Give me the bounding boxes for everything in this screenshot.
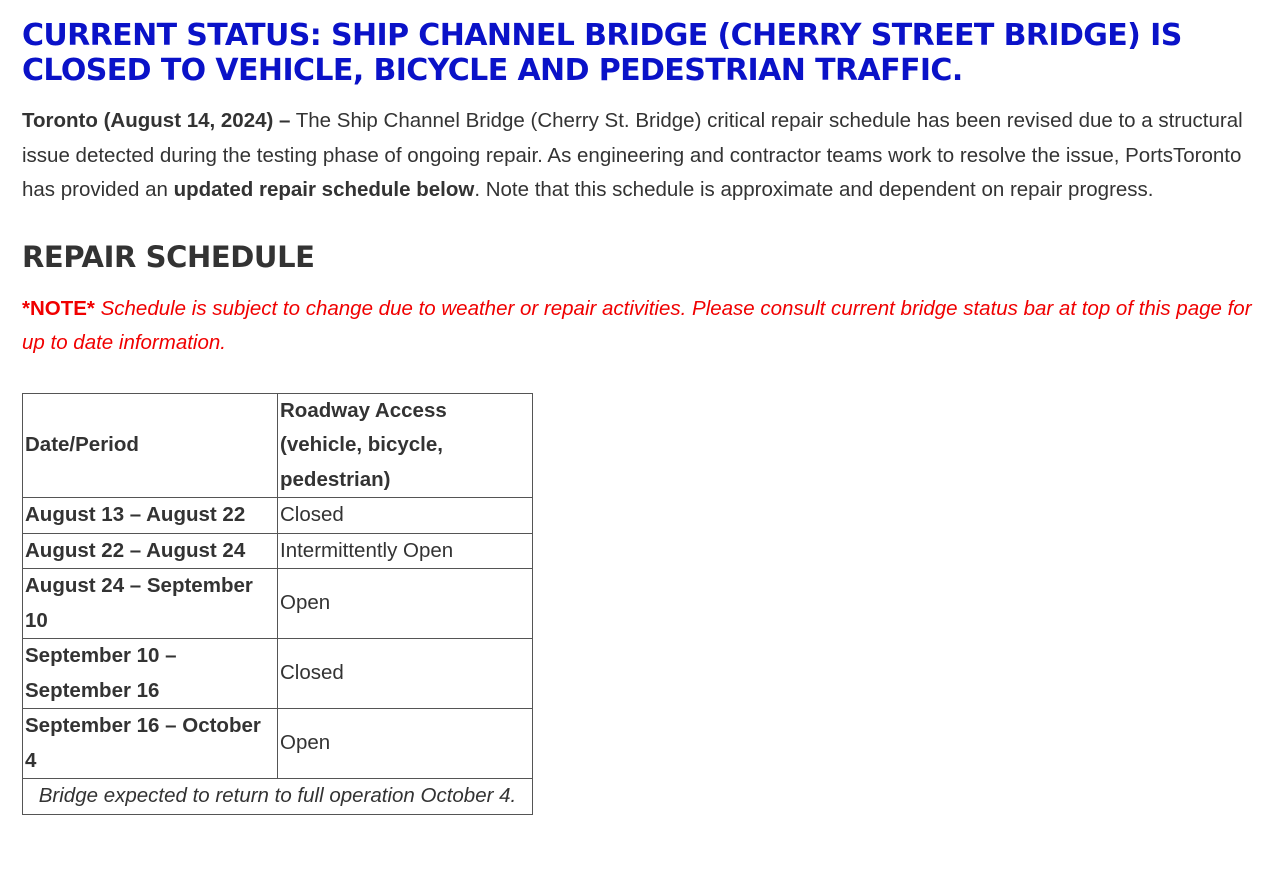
row-access: Closed (278, 498, 533, 534)
repair-schedule-table (22, 393, 533, 815)
table-row (23, 533, 533, 569)
table-row (23, 709, 533, 779)
repair-schedule-heading: REPAIR SCHEDULE (22, 239, 315, 274)
row-period: August 22 – August 24 (23, 533, 278, 569)
row-access: Open (278, 709, 533, 779)
row-access: Open (278, 569, 533, 639)
table-footer-note: Bridge expected to return to full operation October 4. (23, 779, 533, 815)
intro-text-1: The Ship Channel Bridge (Cherry St. Bridge) critical repair schedule has been revised due to a structural issue detected during the testing phase of ongoing repair. As engineering and contractor teams work to resolve the issue, PortsToronto has provided an (22, 109, 1243, 201)
table-header-row (23, 393, 533, 498)
note-text: Schedule is subject to change due to weather or repair activities. Please consult current bridge status bar at top of this page for up to date information. (22, 296, 1252, 354)
intro-paragraph (22, 104, 1262, 208)
table-row (23, 639, 533, 709)
row-period: September 10 – September 16 (23, 639, 278, 709)
schedule-note (22, 292, 1262, 361)
status-heading: CURRENT STATUS: SHIP CHANNEL BRIDGE (CHERRY STREET BRIDGE) IS CLOSED TO VEHICLE, BICYCLE AND PEDESTRIAN TRAFFIC. (22, 18, 1182, 88)
intro-emphasis: updated repair schedule below (173, 178, 475, 201)
header-date-period: Date/Period (23, 393, 278, 498)
header-roadway-access: Roadway Access (vehicle, bicycle, pedestrian) (278, 393, 533, 498)
row-access: Closed (278, 639, 533, 709)
table-row (23, 569, 533, 639)
row-period: August 24 – September 10 (23, 569, 278, 639)
intro-text-2: . Note that this schedule is approximate and dependent on repair progress. (474, 178, 1154, 201)
intro-dateline: Toronto (August 14, 2024) – (22, 109, 291, 132)
table-footer-row (23, 779, 533, 815)
table-row (23, 498, 533, 534)
row-access: Intermittently Open (278, 533, 533, 569)
note-label: *NOTE* (22, 296, 95, 320)
row-period: August 13 – August 22 (23, 498, 278, 534)
row-period: September 16 – October 4 (23, 709, 278, 779)
